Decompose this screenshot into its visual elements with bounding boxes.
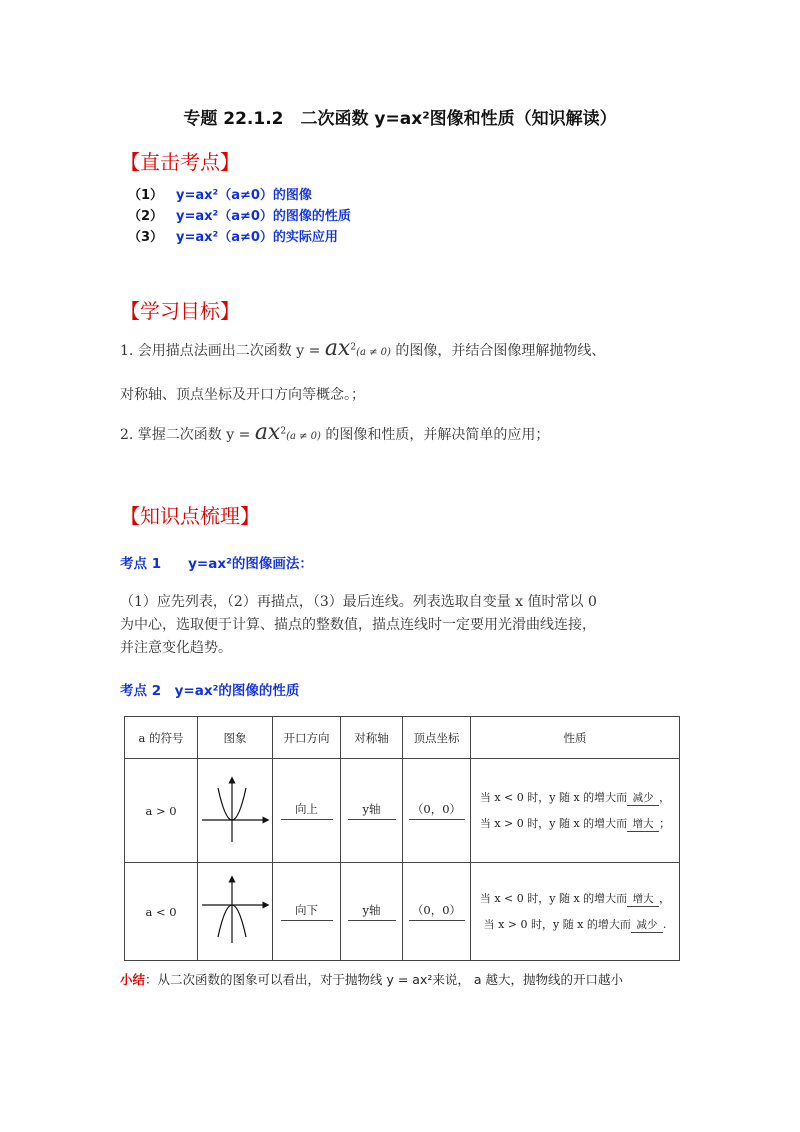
table-row (125, 759, 680, 863)
parabola-up-icon (200, 774, 270, 844)
header-cell: 对称轴 (341, 717, 403, 759)
header-cell: 开口方向 (273, 717, 341, 759)
kaodian-item-3 (128, 226, 338, 245)
axis-cell (341, 759, 403, 863)
goal-2-suffix: 的图像和性质，并解决简单的应用； (325, 427, 550, 443)
section-heading-knowledge: 【知识点梳理】 (120, 504, 260, 528)
kaodian-item-2 (128, 205, 351, 224)
axis-value: y轴 (348, 902, 396, 921)
kaodian-num: （3） (128, 230, 164, 245)
header-cell: 图象 (198, 717, 273, 759)
summary (120, 970, 623, 988)
axis-cell (341, 863, 403, 961)
graph-cell (198, 863, 273, 961)
kp1-line-2: 为中心，选取便于计算、描点的整数值，描点连线时一定要用光滑曲线连接， (120, 617, 596, 633)
section-heading-goals: 【学习目标】 (120, 299, 240, 323)
goal-1 (120, 336, 605, 361)
kp1-heading: 考点 1 y=ax²的图像画法： (120, 556, 313, 572)
property-fill: 增大 (627, 817, 659, 832)
vertex-value: （0，0） (409, 801, 465, 820)
vertex-cell (403, 863, 471, 961)
summary-text: ：从二次函数的图象可以看出，对于抛物线 y = ax²来说， a 越大，抛物线的开口越小 (145, 972, 623, 987)
section-heading-kaodian: 【直击考点】 (120, 150, 240, 174)
kaodian-text: y=ax²（a≠0）的实际应用 (176, 230, 338, 245)
property-line: 当 x > 0 时，y 随 x 的增大而 增大 ； (479, 816, 671, 830)
table-row (125, 863, 680, 961)
graph-cell (198, 759, 273, 863)
property-fill: 增大 (627, 892, 659, 907)
property-line: 当 x < 0 时，y 随 x 的增大而 增大 ， (479, 891, 671, 905)
sign-cell: a < 0 (125, 863, 198, 961)
sign-cell: a > 0 (125, 759, 198, 863)
direction-value: 向下 (281, 902, 333, 921)
goal-1-suffix: 的图像，并结合图像理解抛物线、 (395, 343, 606, 359)
formula: $y = ax^2(a \ne 0)$ (226, 420, 321, 445)
summary-label: 小结 (120, 972, 146, 987)
goal-2 (120, 420, 549, 445)
goal-1-prefix: 1. 会用描点法画出二次函数 (120, 343, 292, 359)
direction-cell (273, 863, 341, 961)
header-cell: 顶点坐标 (403, 717, 471, 759)
property-fill: 减少 (627, 791, 659, 806)
kaodian-text: y=ax²（a≠0）的图像的性质 (176, 209, 351, 224)
goal-2-prefix: 2. 掌握二次函数 (120, 427, 222, 443)
header-cell: a 的符号 (125, 717, 198, 759)
property-line: 当 x > 0 时，y 随 x 的增大而 减少 . (483, 917, 667, 931)
property-cell (471, 863, 680, 961)
property-cell (471, 759, 680, 863)
kaodian-text: y=ax²（a≠0）的图像 (176, 188, 312, 203)
vertex-value: （0，0） (409, 902, 465, 921)
kp2-heading: 考点 2 y=ax²的图像的性质 (120, 683, 300, 699)
axis-value: y轴 (348, 801, 396, 820)
page-title: 专题 22.1.2 二次函数 y=ax²图像和性质（知识解读） (183, 109, 617, 129)
vertex-cell (403, 759, 471, 863)
kaodian-item-1 (128, 184, 312, 203)
table-header-row (125, 717, 680, 759)
kp1-line-3: 并注意变化趋势。 (120, 640, 232, 656)
formula: $y = ax^2(a \ne 0)$ (296, 336, 391, 361)
header-cell: 性质 (471, 717, 680, 759)
properties-table (124, 716, 680, 961)
property-line: 当 x < 0 时，y 随 x 的增大而 减少 ， (479, 790, 671, 804)
kaodian-num: （2） (128, 209, 164, 224)
direction-value: 向上 (281, 801, 333, 820)
direction-cell (273, 759, 341, 863)
kp1-line-1: （1）应先列表，（2）再描点，（3）最后连线。列表选取自变量 x 值时常以 0 (120, 594, 597, 610)
parabola-down-icon (200, 875, 270, 945)
goal-1-line-2: 对称轴、顶点坐标及开口方向等概念。； (120, 387, 365, 403)
kaodian-num: （1） (128, 188, 164, 203)
property-fill: 减少 (631, 918, 663, 933)
